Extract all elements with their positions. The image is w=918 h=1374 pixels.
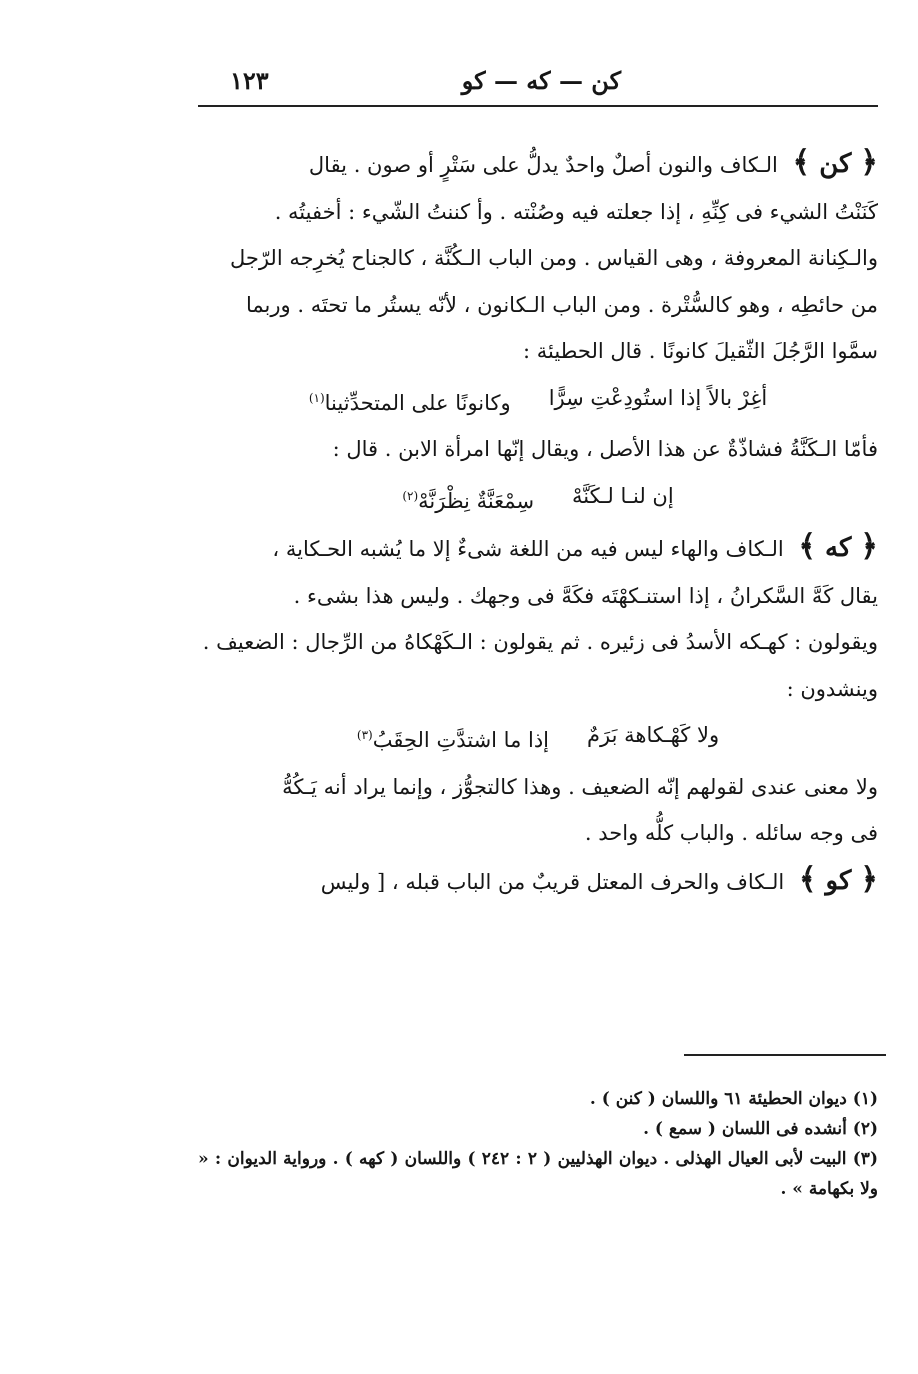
entry-kn-line-4: من حائطِه ، وهو كالسُّتْرة . ومن الباب الـكانون ، لأنّه يستُر ما تحتَه . وربما	[246, 292, 878, 317]
verse-kahkaha	[198, 712, 878, 764]
entry-heading-kn: ﴿ كن ﴾	[792, 145, 878, 180]
footnote-2: (٢) أنشده فى اللسان ( سمع ) .	[643, 1119, 878, 1139]
verse-kanna	[198, 473, 878, 525]
entry-kh-after-1: ولا معنى عندى لقولهم إنّه الضعيف . وهذا كالتجوُّز ، وإنما يراد أنه يَـكُهُّ	[282, 774, 878, 799]
footnote-divider	[684, 1054, 886, 1056]
footnote-1: (١) ديوان الحطيئة ٦١ واللسان ( كنن ) .	[589, 1089, 878, 1109]
entry-kw-line-1	[198, 857, 878, 906]
verse-hemistich-2: إذا ما اشتدَّتِ الحِقَبُ$^{(٣)}$	[356, 728, 550, 752]
header-letters: كن — كه — كو	[461, 66, 621, 95]
footnote-marker-1: (١)	[308, 390, 325, 405]
verse-hemistich-1: ولا كَهْـكاهة بَرَمٌ	[587, 723, 720, 747]
footnote-3: (٣) البيت لأبى العيال الهذلى . ديوان الهذليين ( ٢ : ٢٤٢ ) واللسان ( كهه ) . ورواية الديوان : « ولا بكهامة » .	[198, 1149, 878, 1199]
entry-kh-line-3: ويقولون : كهـكه الأسدُ فى زئيره . ثم يقولون : الـكَهْكاهُ من الرِّجال : الضعيف .	[202, 630, 878, 654]
footnote-marker-3: (٣)	[356, 728, 373, 742]
entry-kh-text-1: الـكاف والهاء ليس فيه من اللغة شىءٌ إلا ما يُشبه الحـكاية ،	[272, 537, 784, 561]
verse-hemistich-2: سِمْعَنَّةٌ نِظْرَنَّهْ$^{(٢)}$	[402, 488, 535, 513]
entry-kn-line-2: كَنَنْتُ الشيء فى كِنِّهِ ، إذا جعلته فيه وصُنْته . وأ كننتُ الشّيء : أخفيتُه .	[274, 199, 878, 224]
footnote-marker-2: (٢)	[402, 488, 419, 503]
header-divider	[198, 105, 878, 107]
entry-heading-kh: ﴿ كه ﴾	[798, 529, 878, 564]
entry-kn-text-1: الـكاف والنون أصلٌ واحدٌ يدلُّ على سَتْرٍ أو صون . يقال	[308, 153, 778, 177]
entry-kn-after: فأمّا الـكَنَّةُ فشاذّةٌ عن هذا الأصل ، ويقال إنّها امرأة الابن . قال :	[332, 437, 878, 461]
entry-kn-line-5: سمَّوا الرَّجُلَ الثّقيلَ كانونًا . قال الحطيئة :	[522, 339, 878, 363]
verse-hemistich-1: أغِرْ بالاً إذا استُودِعْتِ سِرًّا	[548, 385, 768, 410]
verse-hutaya	[198, 375, 878, 427]
page-number: ١٢٣	[230, 66, 269, 95]
entry-kh-line-4: وينشدون :	[786, 676, 878, 701]
dictionary-body	[198, 140, 878, 905]
entry-kh-after-2: فى وجه سائله . والباب كلُّه واحد .	[584, 821, 878, 845]
verse-hemistich-2: وكانونًا على المتحدِّثينا$^{(١)}$	[308, 390, 511, 415]
entry-kh-line-1	[198, 524, 878, 573]
entry-kn-line-1	[198, 140, 878, 189]
verse-hemistich-1: إن لنـا لـكَنَّهْ	[572, 483, 674, 508]
running-header	[200, 62, 876, 102]
entry-heading-kw: ﴿ كو ﴾	[798, 861, 878, 897]
footnotes	[198, 1084, 878, 1204]
entry-kh-line-2: يقال كَهَّ السَّكرانُ ، إذا استنـكهْتَه فكَهَّ فى وجهك . وليس هذا بشىء .	[293, 583, 878, 608]
entry-kw-text-1: الـكاف والحرف المعتل قريبٌ من الباب قبله ، [ وليس	[320, 869, 785, 894]
entry-kn-line-3: والـكِنانة المعروفة ، وهى القياس . ومن الباب الـكُنَّة ، كالجناح يُخرِجه الرّجل	[229, 246, 878, 270]
